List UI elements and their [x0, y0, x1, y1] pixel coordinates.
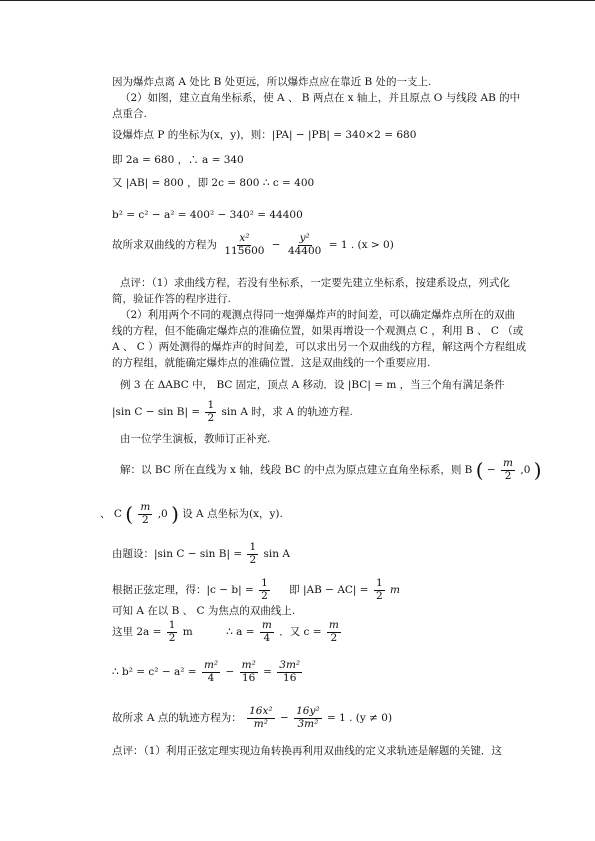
- fraction-denominator: 44400: [287, 244, 322, 257]
- equation-line: 设爆炸点 P 的坐标为(x，y)，则：|PA| − |PB| = 340×2 = 680: [112, 129, 417, 141]
- equation-prefix: 根据正弦定理，得：|c − b| =: [112, 584, 254, 597]
- equation-line: [112, 578, 400, 602]
- fraction-denominator: 16: [242, 671, 256, 684]
- equation-prefix: 故所求双曲线的方程为: [112, 239, 217, 252]
- fraction-denominator: 3m²: [297, 717, 319, 730]
- equation-line: b² = c² − a² = 400² − 340² = 44400: [112, 209, 303, 221]
- minus-sign: −: [279, 712, 289, 725]
- point-coordinate: ,0: [520, 464, 531, 477]
- paren-close: ): [171, 502, 179, 527]
- equation-suffix: sin A: [263, 548, 290, 561]
- fraction: [294, 706, 322, 730]
- text-line: 线的方程，但不能确定爆炸点的准确位置，如果再增设一个观测点 C ，利用 B 、 C （或: [112, 325, 524, 337]
- fraction-numerator: 1: [249, 541, 257, 553]
- text-line: 点评：（1）利用正弦定理实现边角转换再利用双曲线的定义求轨迹是解题的关键．这: [112, 745, 502, 757]
- equation-prefix: ∴ b² = c² − a² =: [112, 666, 197, 679]
- equation-middle: m ∴ a =: [182, 626, 255, 639]
- text-line: 简，验证作答的程序进行.: [112, 293, 231, 305]
- fraction-denominator: 2: [207, 411, 215, 424]
- fraction-denominator: 4: [263, 631, 271, 644]
- equation-line: 即 2a = 680 ，∴ a = 340: [112, 154, 244, 166]
- fraction-denominator: 2: [249, 553, 257, 566]
- equation-line: [112, 660, 304, 684]
- equals-sign: =: [263, 666, 272, 679]
- fraction-denominator: m²: [253, 717, 268, 730]
- fraction-denominator: 2: [168, 631, 176, 644]
- equation-middle: 即 |AB − AC| =: [289, 584, 369, 597]
- equation-prefix: 由题设：|sin C − sin B| =: [112, 548, 243, 561]
- fraction-numerator: 3m²: [279, 659, 301, 671]
- condition-prefix: |sin C − sin B| =: [112, 406, 201, 419]
- solution-suffix: 设 A 点坐标为(x，y).: [182, 508, 283, 521]
- fraction-denominator: 4: [207, 671, 215, 684]
- text-line: 可知 A 在以 B 、 C 为焦点的双曲线上.: [112, 605, 296, 617]
- solution-prefix: 解：以 BC 所在直线为 x 轴，线段 BC 的中点为原点建立直角坐标系，则 B: [120, 464, 473, 477]
- fraction: [501, 458, 515, 482]
- fraction: [202, 660, 220, 684]
- fraction-numerator: 1: [375, 577, 383, 589]
- fraction-numerator: 1: [168, 619, 176, 631]
- fraction-numerator: m: [140, 501, 151, 513]
- fraction: [374, 578, 385, 602]
- fraction-numerator: 16y²: [296, 705, 320, 717]
- fraction-denominator: 16: [283, 671, 297, 684]
- fraction: [138, 502, 152, 526]
- point-label: 、 C: [100, 508, 122, 521]
- text-line: 点评：（1）求曲线方程，若没有坐标系，一定要先建立坐标系，按建系设点，列式化: [120, 277, 510, 289]
- fraction-numerator: m: [328, 619, 339, 631]
- fraction-numerator: m²: [241, 659, 256, 671]
- fraction: [277, 660, 302, 684]
- fraction: [222, 233, 266, 257]
- equation-middle: ．又 c =: [279, 626, 322, 639]
- fraction-numerator: m: [261, 619, 272, 631]
- text-line: 因为爆炸点离 A 处比 B 处更远，所以爆炸点应在靠近 B 处的一支上.: [112, 76, 432, 88]
- fraction-numerator: 16x²: [249, 705, 273, 717]
- equation-line: 又 |AB| = 800 ，即 2c = 800 ∴ c = 400: [112, 177, 315, 189]
- text-line: 的方程组，就能确定爆炸点的准确位置．这是双曲线的一个重要应用.: [112, 357, 431, 369]
- fraction: [205, 400, 216, 424]
- fraction-numerator: 1: [261, 577, 268, 589]
- top-rule: [0, 0, 595, 1]
- text-line: A 、 C ）两处测得的爆炸声的时间差，可以求出另一个双曲线的方程，解这两个方程组成: [112, 341, 527, 353]
- paren-open: (: [475, 458, 484, 483]
- text-line: （2）利用两个不同的观测点得同一炮弹爆炸声的时间差，可以确定爆炸点所在的双曲: [120, 309, 516, 321]
- solution-line: 、 C ( $\frac{m}{2}$ ,0 ) 设 A 点坐标为(x，y).: [100, 501, 283, 527]
- fraction-denominator: 2: [375, 589, 383, 602]
- solution-line: 解：以 BC 所在直线为 x 轴，线段 BC 的中点为原点建立直角坐标系，则 B ( − $\frac{m}{2}$ ,0 ): [120, 457, 542, 483]
- condition-suffix: sin A 时，求 A 的轨迹方程.: [221, 406, 353, 419]
- text-line: 点重合.: [112, 108, 147, 120]
- fraction-numerator: m²: [203, 659, 219, 671]
- fraction: [327, 620, 341, 644]
- equation-suffix: = 1 . (y ≠ 0): [326, 712, 393, 725]
- fraction: [167, 620, 178, 644]
- hyperbola-equation: [112, 233, 394, 257]
- fraction-denominator: 2: [504, 469, 512, 482]
- fraction-numerator: 1: [207, 399, 215, 411]
- example-heading: 例 3 在 ΔABC 中， BC 固定，顶点 A 移动．设 |BC| = m ，当三个角有满足条件: [120, 379, 505, 391]
- condition-line: [112, 400, 353, 424]
- fraction-denominator: 115600: [224, 244, 265, 257]
- equation-prefix: 故所求 A 点的轨迹方程为：: [112, 712, 242, 725]
- fraction-denominator: 2: [261, 589, 268, 602]
- minus-sign: −: [225, 666, 235, 679]
- text-line: （2）如图，建立直角坐标系，使 A 、 B 两点在 x 轴上，并且原点 O 与线段 AB 的中: [120, 92, 521, 104]
- fraction-numerator: y²: [299, 232, 310, 244]
- fraction: [247, 542, 258, 566]
- text-line: 由一位学生演板，教师订正补充.: [120, 433, 271, 445]
- equation-line: [112, 620, 343, 644]
- equation-suffix: = 1 . (x > 0): [328, 239, 394, 252]
- equation-prefix: 这里 2a =: [112, 626, 162, 639]
- paren-close: ): [533, 458, 542, 483]
- equation-line: [112, 542, 290, 566]
- fraction-numerator: m: [503, 457, 514, 469]
- minus-sign: −: [271, 239, 281, 252]
- fraction-denominator: 2: [142, 513, 149, 526]
- fraction-denominator: 2: [330, 631, 338, 644]
- fraction: [286, 233, 323, 257]
- fraction: [260, 620, 274, 644]
- fraction: [247, 706, 275, 730]
- fraction: [259, 578, 270, 602]
- equation-suffix: m: [389, 584, 400, 597]
- paren-open: (: [125, 502, 134, 527]
- trajectory-equation: [112, 706, 392, 730]
- fraction-numerator: x²: [239, 232, 250, 244]
- fraction: [240, 660, 258, 684]
